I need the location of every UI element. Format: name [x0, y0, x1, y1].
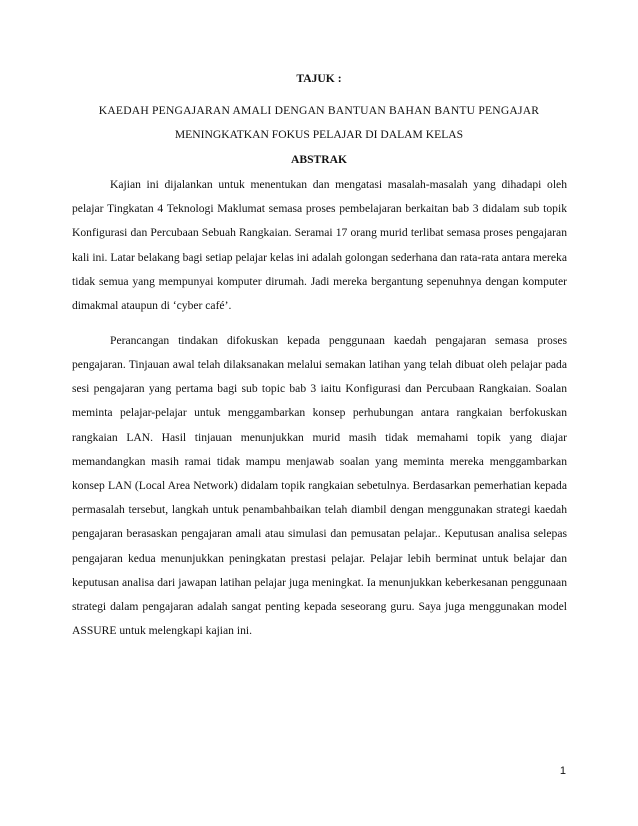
abstract-paragraph-1: Kajian ini dijalankan untuk menentukan dan mengatasi masalah-masalah yang dihadapi oleh pelajar Tingkatan 4 Teknologi Maklumat semasa proses pembelajaran berkaitan bab 3 didalam sub topik Konfigurasi dan Percubaan Sebuah Rangkaian. Seramai 17 orang murid terlibat semasa proses pengajaran kali ini. Latar belakang bagi setiap pelajar kelas ini adalah golongan sederhana dan rata-rata antara mereka tidak semua yang mempunyai komputer dirumah. Jadi mereka bergantung sepenuhnya dengan komputer dimakmal ataupun di ‘cyber café’.: [72, 178, 567, 313]
page-number: 1: [559, 765, 566, 777]
research-title-line-1: KAEDAH PENGAJARAN AMALI DENGAN BANTUAN BAHAN BANTU PENGAJAR: [98, 104, 540, 117]
abstract-heading: ABSTRAK: [290, 153, 348, 166]
document-title: TAJUK :: [296, 72, 342, 85]
abstract-paragraph-2: Perancangan tindakan difokuskan kepada penggunaan kaedah pengajaran semasa proses pengajaran. Tinjauan awal telah dilaksanakan melalui semakan latihan yang telah dibuat oleh pelajar pada sesi pengajaran yang pertama bagi sub topic bab 3 iaitu Konfigurasi dan Percubaan Rangkaian. Soalan meminta pelajar-pelajar untuk menggambarkan konsep perhubungan antara rangkaian berfokuskan rangkaian LAN. Hasil tinjauan menunjukkan murid masih tidak memahami topik yang diajar memandangkan masih ramai tidak mampu menjawab soalan yang meminta mereka menggambarkan konsep LAN (Local Area Network) didalam topik rangkaian sebetulnya. Berdasarkan pemerhatian kepada permasalah tersebut, langkah untuk penambahbaikan telah diambil dengan menggunakan strategi kaedah pengajaran berasaskan pengajaran amali atau simulasi dan pemusatan pelajar.. Keputusan analisa selepas pengajaran kedua menunjukkan peningkatan prestasi pelajar. Pelajar lebih berminat untuk belajar dan keputusan analisa dari jawapan latihan pelajar juga meningkat. Ia menunjukkan keberkesanan penggunaan strategi dalam pengajaran adalah sangat penting kepada seseorang guru. Saya juga menggunakan model ASSURE untuk melengkapi kajian ini.: [72, 333, 567, 638]
research-title-line-2: MENINGKATKAN FOKUS PELAJAR DI DALAM KELAS: [174, 128, 464, 141]
abstract-body: [72, 173, 567, 643]
